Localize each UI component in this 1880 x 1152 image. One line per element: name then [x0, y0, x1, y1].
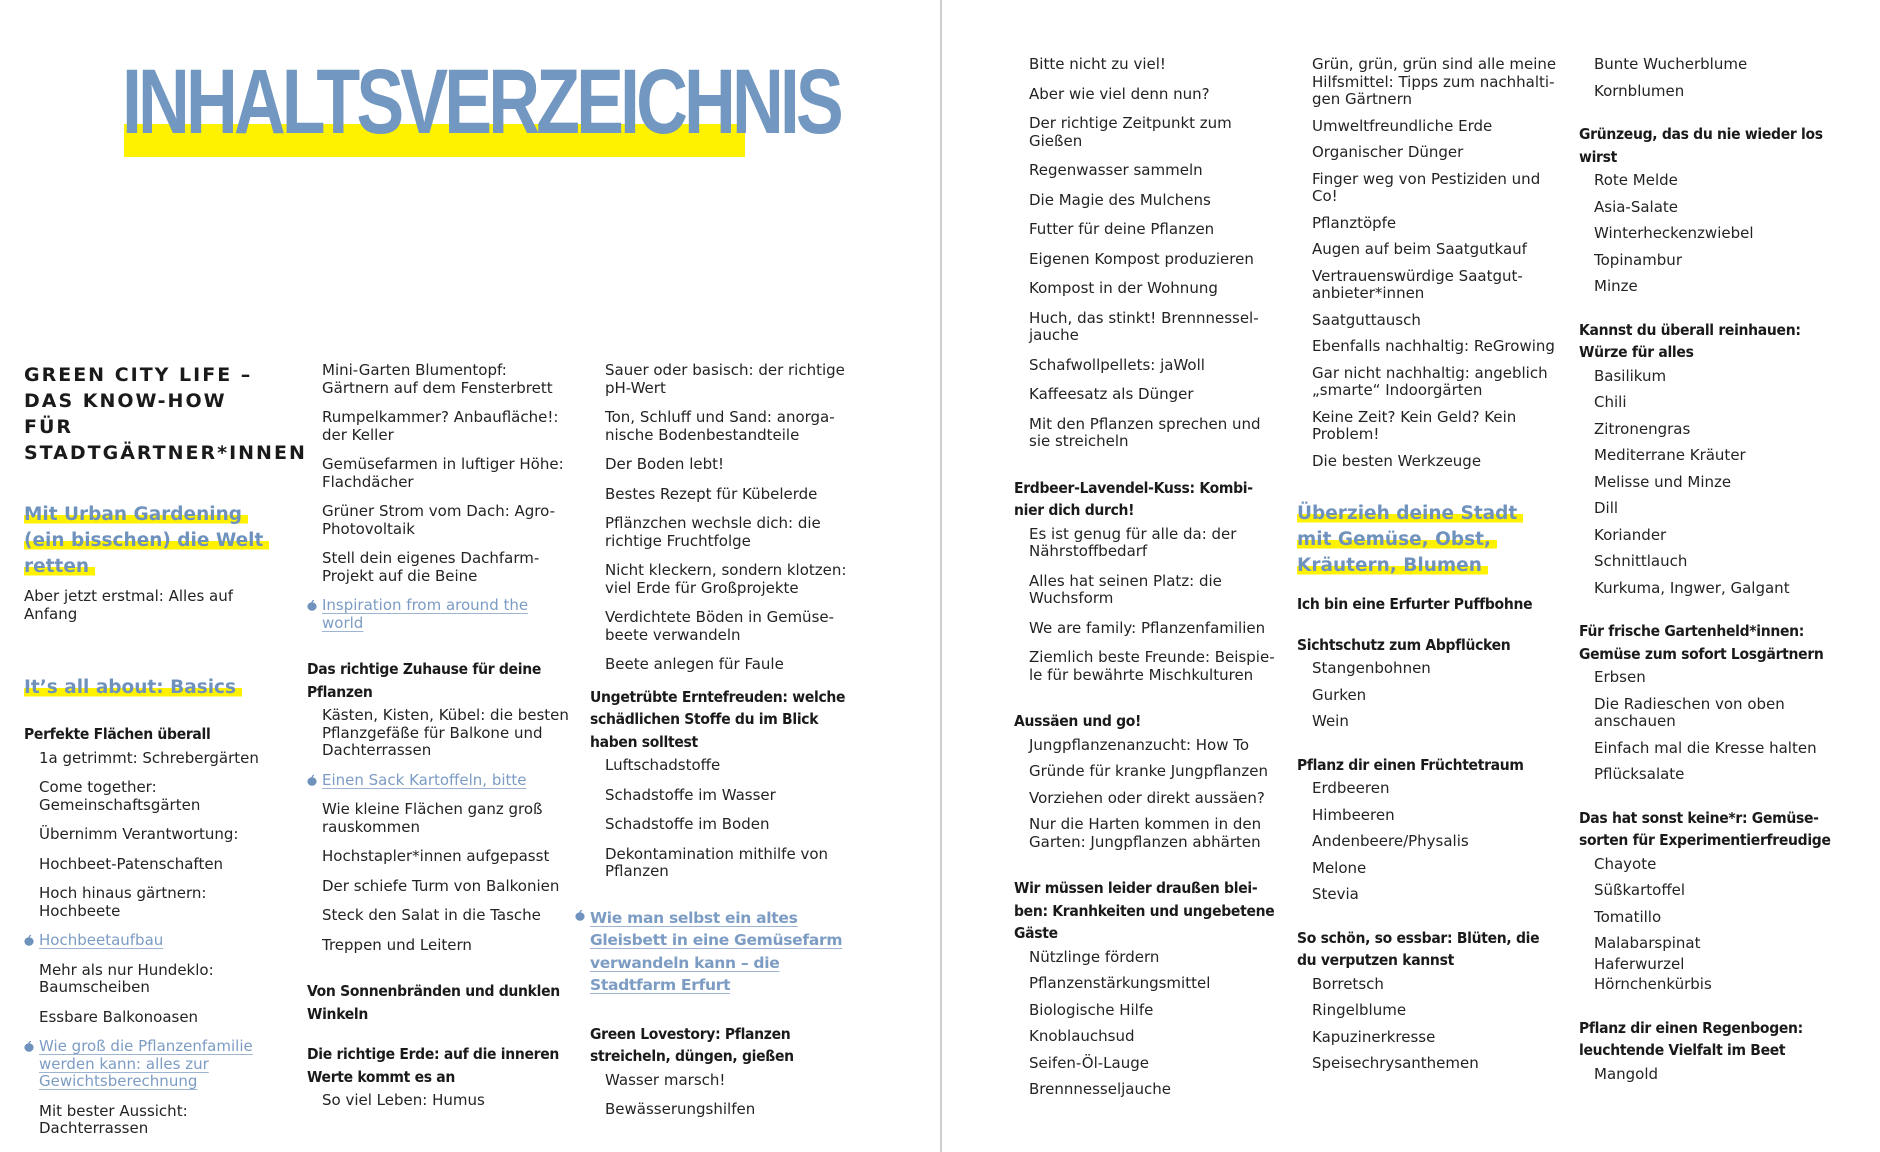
- toc-entry[interactable]: Der richtige Zeitpunkt zum Gießen: [1029, 114, 1232, 150]
- toc-entry[interactable]: Mangold: [1594, 1064, 1659, 1083]
- toc-entry[interactable]: Dill: [1594, 499, 1619, 517]
- toc-entry[interactable]: Zitronengras: [1594, 419, 1691, 438]
- toc-entry[interactable]: Umweltfreundliche Erde: [1312, 116, 1493, 135]
- toc-entry[interactable]: Beete anlegen für Faule: [605, 655, 784, 673]
- toc-entry[interactable]: Pflanztöpfe: [1312, 213, 1397, 232]
- toc-entry[interactable]: Ebenfalls nachhaltig: ReGrowing: [1312, 337, 1555, 355]
- chapter-heading[interactable]: Ich bin eine Erfurter Puffbohne: [1297, 595, 1533, 613]
- toc-entry[interactable]: Die besten Werkzeuge: [1312, 451, 1482, 470]
- toc-entry[interactable]: Huch, das stinkt! Brennnessel-jauche: [1029, 308, 1259, 344]
- part-heading-text: Mit Urban Gardening (ein bisschen) die Welt retten: [24, 504, 269, 577]
- toc-link[interactable]: [39, 932, 274, 950]
- toc-entry[interactable]: Mini-Garten Blumentopf: Gärtnern auf dem Fensterbrett: [322, 361, 553, 397]
- chapter-heading[interactable]: Perfekte Flächen überall: [24, 725, 211, 743]
- toc-entry[interactable]: Pflücksalate: [1594, 765, 1685, 783]
- toc-entry[interactable]: Pflanzenstärkungsmittel: [1029, 974, 1211, 992]
- toc-link[interactable]: [322, 772, 572, 790]
- toc-link[interactable]: [39, 1038, 264, 1091]
- toc-entry[interactable]: Knoblauchsud: [1029, 1027, 1135, 1045]
- toc-entry[interactable]: Wie kleine Flächen ganz groß rauskommen: [322, 800, 543, 836]
- toc-entry[interactable]: Nicht kleckern, sondern klotzen: viel Erde für Großprojekte: [605, 561, 847, 597]
- link-text: Wie man selbst ein altes Gleisbett in eine Gemüsefarm verwandeln kann – die Stadtfarm Erfurt: [590, 908, 843, 994]
- toc-entry[interactable]: Organischer Dünger: [1312, 143, 1464, 161]
- toc-entry[interactable]: Kästen, Kisten, Kübel: die besten Pflanzgefäße für Balkone und Dachterrassen: [322, 706, 569, 759]
- toc-entry[interactable]: Chayote: [1594, 854, 1657, 873]
- toc-entry[interactable]: Hochstapler*innen aufgepasst: [322, 847, 550, 865]
- toc-entry[interactable]: Hörnchenkürbis: [1594, 975, 1712, 993]
- toc-entry[interactable]: Biologische Hilfe: [1029, 1000, 1154, 1019]
- book-title-line: STADTGÄRTNER*INNEN: [24, 442, 307, 464]
- toc-entry[interactable]: Mehr als nur Hundeklo: Baumscheiben: [39, 960, 214, 996]
- apple-bullet-icon: [24, 935, 34, 946]
- toc-entry[interactable]: Grüner Strom vom Dach: Agro-Photovoltaik: [322, 502, 556, 538]
- toc-entry[interactable]: Malabarspinat: [1594, 934, 1701, 952]
- toc-entry[interactable]: Erdbeeren: [1312, 779, 1390, 797]
- apple-bullet-icon: [24, 1041, 34, 1052]
- toc-entry[interactable]: Ziemlich beste Freunde: Beispie-le für bewährte Mischkulturen: [1029, 648, 1275, 684]
- toc-entry[interactable]: Speisechrysanthemen: [1312, 1054, 1479, 1072]
- toc-entry[interactable]: Bestes Rezept für Kübelerde: [605, 484, 818, 503]
- toc-entry[interactable]: Jungpflanzenanzucht: How To: [1029, 735, 1250, 754]
- toc-entry[interactable]: Verdichtete Böden in Gemüse-beete verwandeln: [605, 608, 835, 644]
- toc-entry[interactable]: Hoch hinaus gärtnern: Hochbeete: [39, 884, 207, 920]
- toc-entry[interactable]: Vorziehen oder direkt aussäen?: [1029, 788, 1265, 807]
- toc-entry[interactable]: Saatguttausch: [1312, 310, 1421, 329]
- toc-entry[interactable]: Übernimm Verantwortung:: [39, 825, 239, 843]
- toc-entry[interactable]: Mediterrane Kräuter: [1594, 446, 1746, 464]
- toc-entry[interactable]: Vertrauenswürdige Saatgut-anbieter*innen: [1312, 266, 1523, 302]
- apple-bullet-icon: [575, 910, 585, 921]
- toc-entry[interactable]: Ringelblume: [1312, 1001, 1407, 1019]
- toc-entry[interactable]: Asia-Salate: [1594, 197, 1679, 216]
- toc-entry[interactable]: Kaffeesatz als Dünger: [1029, 385, 1194, 403]
- toc-entry[interactable]: Alles hat seinen Platz: die Wuchsform: [1029, 571, 1222, 607]
- toc-entry[interactable]: Kurkuma, Ingwer, Galgant: [1594, 578, 1790, 597]
- toc-entry[interactable]: Futter für deine Pflanzen: [1029, 220, 1215, 238]
- toc-entry[interactable]: Schafwollpellets: jaWoll: [1029, 355, 1205, 374]
- chapter-heading[interactable]: Erdbeer-Lavendel-Kuss: Kombi-nier dich durch!: [1014, 478, 1253, 519]
- left-col-1: [24, 362, 307, 1150]
- chapter-heading[interactable]: Ungetrübte Erntefreuden: welche schädlichen Stoffe du im Blick haben solltest: [590, 687, 846, 751]
- toc-entry[interactable]: Melone: [1312, 858, 1367, 877]
- chapter-heading[interactable]: Für frische Gartenheld*innen: Gemüse zum sofort Losgärtnern: [1579, 622, 1824, 663]
- toc-entry[interactable]: Die Radieschen von oben anschauen: [1594, 694, 1785, 730]
- toc-entry[interactable]: Finger weg von Pestiziden und Co!: [1312, 169, 1541, 205]
- toc-entry[interactable]: Hochbeet-Patenschaften: [39, 854, 224, 873]
- chapter-heading[interactable]: Sichtschutz zum Abpflücken: [1297, 635, 1511, 654]
- toc-link[interactable]: [322, 597, 547, 632]
- toc-entry[interactable]: Grün, grün, grün sind alle meine Hilfsmittel: Tipps zum nachhalti-gen Gärtnern: [1312, 55, 1557, 108]
- toc-entry[interactable]: Koriander: [1594, 525, 1667, 544]
- link-text: Hochbeetaufbau: [39, 931, 164, 949]
- toc-entry[interactable]: Süßkartoffel: [1594, 881, 1686, 899]
- toc-entry[interactable]: Kornblumen: [1594, 81, 1685, 100]
- chapter-heading[interactable]: Pflanz dir einen Früchtetraum: [1297, 755, 1524, 774]
- toc-entry[interactable]: Sauer oder basisch: der richtige pH-Wert: [605, 361, 845, 397]
- toc-entry[interactable]: Gar nicht nachhaltig: angeblich „smarte“ Indoorgärten: [1312, 363, 1548, 399]
- toc-entry[interactable]: We are family: Pflanzenfamilien: [1029, 618, 1266, 637]
- book-title-line: GREEN CITY LIFE –: [24, 364, 253, 386]
- part-heading-text: It’s all about: Basics: [24, 677, 242, 698]
- toc-entry[interactable]: Borretsch: [1312, 974, 1384, 993]
- toc-entry[interactable]: Die Magie des Mulchens: [1029, 190, 1211, 209]
- link-text: Wie groß die Pflanzenfamilie werden kann: alles zur Gewichtsberechnung: [39, 1037, 253, 1090]
- right-col-1: [1014, 56, 1279, 1108]
- toc-link[interactable]: [590, 907, 845, 997]
- toc-entry[interactable]: Einfach mal die Kresse halten: [1594, 738, 1817, 757]
- toc-entry[interactable]: Winterheckenzwiebel: [1594, 224, 1754, 242]
- toc-entry[interactable]: Regenwasser sammeln: [1029, 161, 1203, 179]
- apple-bullet-icon: [307, 775, 317, 786]
- part-heading[interactable]: [24, 675, 274, 701]
- chapter-heading[interactable]: Wir müssen leider draußen blei-ben: Kranhkeiten und ungebetene Gäste: [1014, 879, 1275, 942]
- toc-entry[interactable]: Nur die Harten kommen in den Garten: Jungpflanzen abhärten: [1029, 815, 1262, 851]
- toc-entry[interactable]: Pflänzchen wechsle dich: die richtige Fruchtfolge: [605, 514, 821, 550]
- toc-entry[interactable]: Ton, Schluff und Sand: anorga-nische Bodenbestandteile: [605, 408, 835, 444]
- apple-bullet-icon: [307, 600, 317, 611]
- right-col-3: [1579, 56, 1849, 1092]
- toc-entry[interactable]: Schadstoffe im Wasser: [605, 785, 776, 804]
- book-title-line: DAS KNOW-HOW FÜR: [24, 390, 227, 438]
- toc-entry[interactable]: Es ist genug für alle da: der Nährstoffbedarf: [1029, 524, 1237, 560]
- toc-entry[interactable]: Tomatillo: [1594, 907, 1662, 926]
- link-text: Inspiration from around the world: [322, 596, 529, 632]
- toc-entry[interactable]: Bitte nicht zu viel!: [1029, 55, 1166, 73]
- toc-entry[interactable]: Wein: [1312, 712, 1349, 730]
- chapter-heading[interactable]: Grünzeug, das du nie wieder los wirst: [1579, 125, 1823, 166]
- toc-entry[interactable]: Nützlinge fördern: [1029, 947, 1160, 966]
- toc-entry[interactable]: Minze: [1594, 277, 1638, 295]
- toc-entry[interactable]: Bewässerungshilfen: [605, 1100, 756, 1118]
- chapter-heading[interactable]: Pflanz dir einen Regenbogen: leuchtende Vielfalt im Beet: [1579, 1018, 1803, 1059]
- toc-entry[interactable]: Seifen-Öl-Lauge: [1029, 1053, 1149, 1072]
- toc-entry[interactable]: Dekontamination mithilfe von Pflanzen: [605, 844, 829, 880]
- page-gutter-divider: [940, 0, 942, 1152]
- link-text: Einen Sack Kartoffeln, bitte: [322, 770, 527, 789]
- toc-entry[interactable]: Essbare Balkonoasen: [39, 1007, 199, 1026]
- toc-entry[interactable]: Basilikum: [1594, 366, 1667, 385]
- toc-entry[interactable]: Bunte Wucherblume: [1594, 55, 1748, 73]
- book-title: [24, 362, 307, 466]
- toc-entry[interactable]: Stevia: [1312, 885, 1359, 903]
- toc-entry[interactable]: Gründe für kranke Jungpflanzen: [1029, 762, 1268, 780]
- toc-entry[interactable]: Erbsen: [1594, 668, 1646, 686]
- toc-entry[interactable]: Stell dein eigenes Dachfarm-Projekt auf die Beine: [322, 549, 540, 585]
- toc-entry[interactable]: Chili: [1594, 393, 1627, 411]
- toc-entry[interactable]: Kapuzinerkresse: [1312, 1027, 1436, 1046]
- chapter-heading[interactable]: Aussäen und go!: [1014, 712, 1142, 730]
- part-heading[interactable]: [24, 502, 274, 580]
- toc-entry[interactable]: Come together: Gemeinschaftsgärten: [39, 778, 201, 814]
- toc-entry[interactable]: 1a getrimmt: Schrebergärten: [39, 748, 259, 767]
- toc-entry[interactable]: Himbeeren: [1312, 805, 1395, 824]
- toc-entry[interactable]: Brennnesseljauche: [1029, 1080, 1171, 1098]
- chapter-heading[interactable]: Das richtige Zuhause für deine Pflanzen: [307, 660, 541, 701]
- toc-entry[interactable]: Mit bester Aussicht: Dachterrassen: [39, 1101, 188, 1137]
- toc-entry[interactable]: Gurken: [1312, 685, 1367, 704]
- toc-entry[interactable]: Der schiefe Turm von Balkonien: [322, 876, 560, 895]
- chapter-heading[interactable]: So schön, so essbar: Blüten, die du verputzen kannst: [1297, 928, 1540, 969]
- toc-entry[interactable]: Rote Melde: [1594, 171, 1678, 189]
- toc-entry[interactable]: Topinambur: [1594, 250, 1682, 269]
- toc-entry[interactable]: Treppen und Leitern: [322, 935, 472, 954]
- toc-entry[interactable]: Stangenbohnen: [1312, 659, 1431, 677]
- toc-entry[interactable]: Luftschadstoffe: [605, 756, 721, 774]
- toc-entry[interactable]: Haferwurzel: [1594, 954, 1685, 973]
- toc-entry[interactable]: Mit den Pflanzen sprechen und sie streicheln: [1029, 414, 1261, 450]
- toc-entry[interactable]: Aber wie viel denn nun?: [1029, 84, 1210, 103]
- toc-entry[interactable]: Andenbeere/Physalis: [1312, 832, 1469, 850]
- chapter-heading[interactable]: Kannst du überall reinhauen: Würze für alles: [1579, 320, 1801, 361]
- toc-entry[interactable]: So viel Leben: Humus: [322, 1091, 485, 1109]
- chapter-heading[interactable]: Die richtige Erde: auf die inneren Werte kommt es an: [307, 1045, 560, 1086]
- toc-entry[interactable]: Augen auf beim Saatgutkauf: [1312, 240, 1527, 258]
- toc-entry[interactable]: Kompost in der Wohnung: [1029, 279, 1218, 297]
- left-col-2: [307, 362, 572, 1122]
- right-col-2: [1297, 56, 1557, 1082]
- chapter-heading[interactable]: Das hat sonst keine*r: Gemüse-sorten für Experimentierfreudige: [1579, 808, 1831, 849]
- toc-entry[interactable]: Keine Zeit? Kein Geld? Kein Problem!: [1312, 407, 1517, 443]
- part-heading[interactable]: [1297, 501, 1537, 579]
- toc-entry[interactable]: Der Boden lebt!: [605, 455, 725, 473]
- toc-entry[interactable]: Eigenen Kompost produzieren: [1029, 249, 1254, 268]
- toc-entry[interactable]: Aber jetzt erstmal: Alles auf Anfang: [24, 587, 234, 623]
- toc-banner: [122, 44, 840, 159]
- chapter-heading[interactable]: Von Sonnenbränden und dunklen Winkeln: [307, 982, 560, 1023]
- toc-entry[interactable]: Wasser marsch!: [605, 1070, 726, 1089]
- left-col-3: [590, 362, 865, 1131]
- toc-entry[interactable]: Schnittlauch: [1594, 552, 1688, 570]
- toc-title: INHALTSVERZEICHNIS: [122, 51, 840, 153]
- toc-entry[interactable]: Rumpelkammer? Anbaufläche!: der Keller: [322, 408, 559, 444]
- chapter-heading[interactable]: Green Lovestory: Pflanzen streicheln, düngen, gießen: [590, 1024, 794, 1065]
- part-heading-text: Überzieh deine Stadt mit Gemüse, Obst, Kräutern, Blumen: [1297, 503, 1523, 576]
- toc-entry[interactable]: Schadstoffe im Boden: [605, 815, 770, 833]
- toc-entry[interactable]: Steck den Salat in die Tasche: [322, 906, 541, 924]
- toc-entry[interactable]: Melisse und Minze: [1594, 472, 1732, 491]
- toc-entry[interactable]: Gemüsefarmen in luftiger Höhe: Flachdächer: [322, 455, 564, 491]
